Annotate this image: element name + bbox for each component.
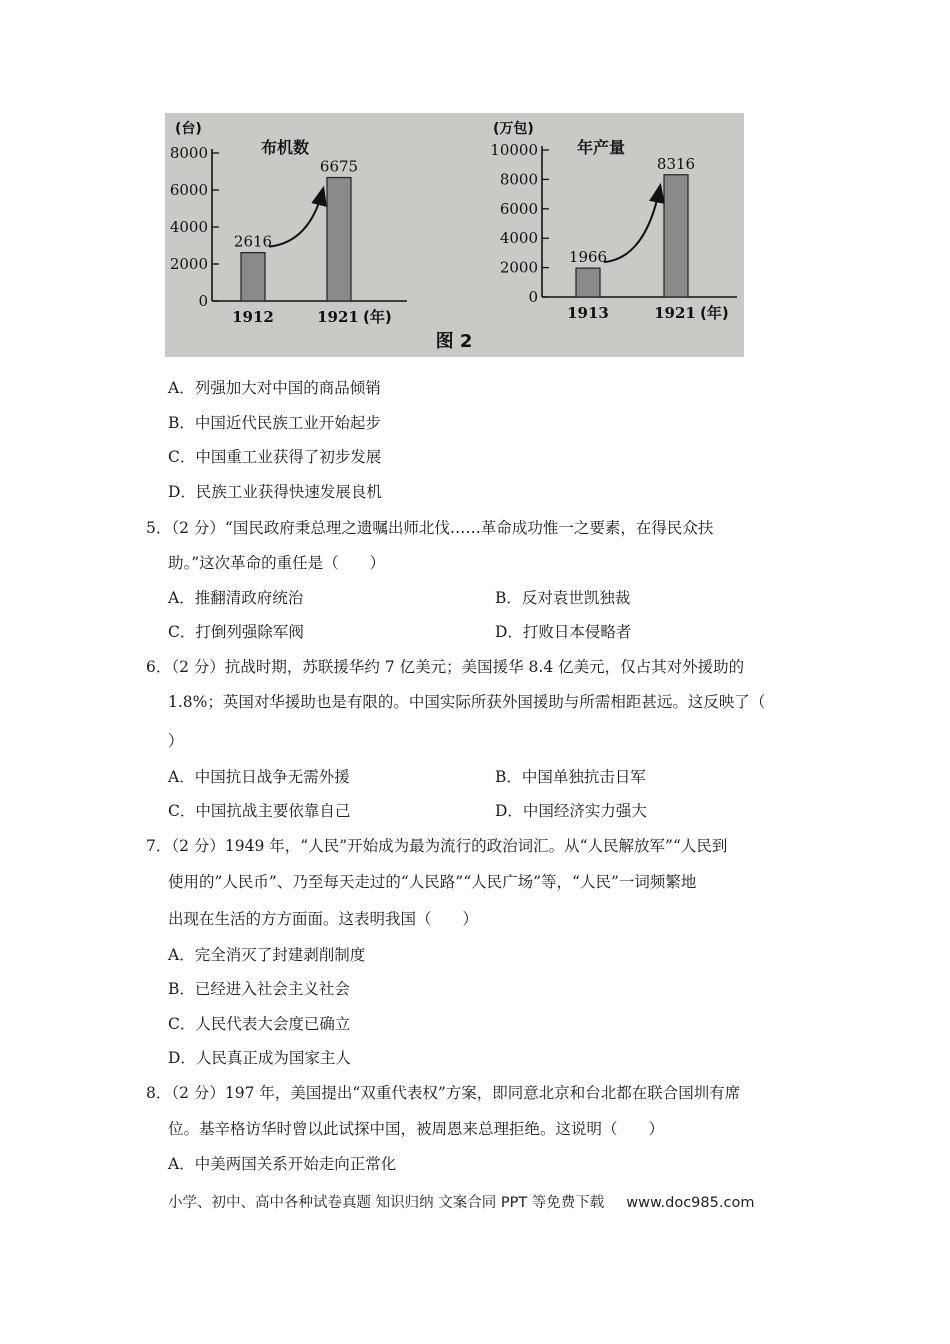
chart-2-tick-label: 8000 <box>499 170 538 189</box>
chart-2-category-label: 1913 <box>567 304 609 322</box>
chart-2-x-unit: (年) <box>700 304 729 322</box>
q5-stem-line-2: 助。”这次革命的重任是（ ） <box>168 554 386 572</box>
chart-2-title: 年产量 <box>577 138 626 157</box>
figure-caption: 图 2 <box>435 331 473 352</box>
chart-2-data-label: 8316 <box>656 154 696 173</box>
q4-option-b: B．中国近代民族工业开始起步 <box>168 414 381 432</box>
q7-option-d: D．人民真正成为国家主人 <box>168 1049 351 1067</box>
q7-stem-line-1: 7．（2 分）1949 年，“人民”开始成为最为流行的政治词汇。从“人民解放军”“人民到 <box>146 837 728 855</box>
chart-1-data-label: 2616 <box>233 232 273 251</box>
chart-2-growth-arrow <box>604 187 660 262</box>
q5-option-b: B．反对袁世凯独裁 <box>495 589 631 607</box>
q7-stem-line-3: 出现在生活的方方面面。这表明我国（ ） <box>168 910 479 928</box>
q4-option-d: D．民族工业获得快速发展良机 <box>168 483 382 501</box>
q6-stem-line-1: 6．（2 分）抗战时期，苏联援华约 7 亿美元；美国援华 8.4 亿美元，仅占其对外援助的 <box>146 658 745 676</box>
q7-option-c: C．人民代表大会度已确立 <box>168 1015 351 1033</box>
q6-option-b: B．中国单独抗击日军 <box>495 768 646 786</box>
q4-option-a: A．列强加大对中国的商品倾销 <box>168 379 381 397</box>
chart-2-category-label: 1921 <box>654 304 696 322</box>
chart-2-tick-label: 6000 <box>499 199 538 218</box>
chart-2-bar <box>576 268 600 297</box>
chart-1-tick-label: 2000 <box>169 255 208 273</box>
q6-option-d: D．中国经济实力强大 <box>495 802 647 820</box>
q5-option-a: A．推翻清政府统治 <box>168 589 304 607</box>
chart-2-y-unit: (万包) <box>493 121 534 137</box>
chart-2-tick-label: 0 <box>528 288 538 306</box>
chart-1-bar <box>241 253 265 301</box>
chart-1-title: 布机数 <box>261 138 310 157</box>
chart-1-tick-label: 0 <box>198 292 208 310</box>
q8-stem-line-2: 位。基辛格访华时曾以此试探中国，被周恩来总理拒绝。这说明（ ） <box>168 1120 665 1138</box>
chart-1-tick-label: 6000 <box>169 181 208 199</box>
chart-1-tick-label: 4000 <box>169 218 208 236</box>
chart-1-tick-label: 8000 <box>169 144 208 162</box>
chart-1-x-unit: (年) <box>363 308 392 326</box>
chart-1-y-unit: (台) <box>175 121 202 137</box>
q6-stem-line-3: ） <box>168 732 184 750</box>
chart-1-data-label: 6675 <box>319 157 359 176</box>
chart-1-category-label: 1912 <box>232 308 274 326</box>
q5-option-c: C．打倒列强除军阀 <box>168 623 304 641</box>
q5-stem-line-1: 5．（2 分）“国民政府秉总理之遗嘱出师北伐……革命成功惟一之要素，在得民众扶 <box>146 519 714 537</box>
q6-option-a: A．中国抗日战争无需外援 <box>168 768 350 786</box>
q5-option-d: D．打败日本侵略者 <box>495 623 632 641</box>
footer-link[interactable]: www.doc985.com <box>626 1195 755 1211</box>
q6-option-c: C．中国抗战主要依靠自己 <box>168 802 351 820</box>
chart-1-bar <box>327 178 351 301</box>
chart-2-bar <box>664 175 688 297</box>
chart-1-growth-arrow <box>269 190 323 247</box>
q7-option-b: B．已经进入社会主义社会 <box>168 980 350 998</box>
q8-stem-line-1: 8．（2 分）197 年，美国提出“双重代表权”方案，即同意北京和台北都在联合国圳有席 <box>146 1084 741 1102</box>
chart-2-tick-label: 2000 <box>499 258 538 277</box>
bar-charts <box>165 113 744 357</box>
q8-option-a: A．中美两国关系开始走向正常化 <box>168 1155 397 1173</box>
figure-2 <box>165 113 744 357</box>
q6-stem-line-2: 1.8%；英国对华援助也是有限的。中国实际所获外国援助与所需相距甚远。这反映了（ <box>168 693 766 711</box>
chart-1-category-label: 1921 <box>317 308 359 326</box>
page-footer <box>168 1191 754 1212</box>
chart-2-tick-label: 10000 <box>490 141 538 159</box>
q4-option-c: C．中国重工业获得了初步发展 <box>168 448 382 466</box>
q7-stem-line-2: 使用的”人民币”、乃至每天走过的“人民路”“人民广场”等，“人民”一词频繁地 <box>168 873 697 891</box>
q7-option-a: A．完全消灭了封建剥削制度 <box>168 946 366 964</box>
chart-2-data-label: 1966 <box>568 248 608 267</box>
footer-text: 小学、初中、高中各种试卷真题 知识归纳 文案合同 PPT 等免费下载 <box>168 1195 605 1211</box>
chart-2-tick-label: 4000 <box>499 229 538 248</box>
